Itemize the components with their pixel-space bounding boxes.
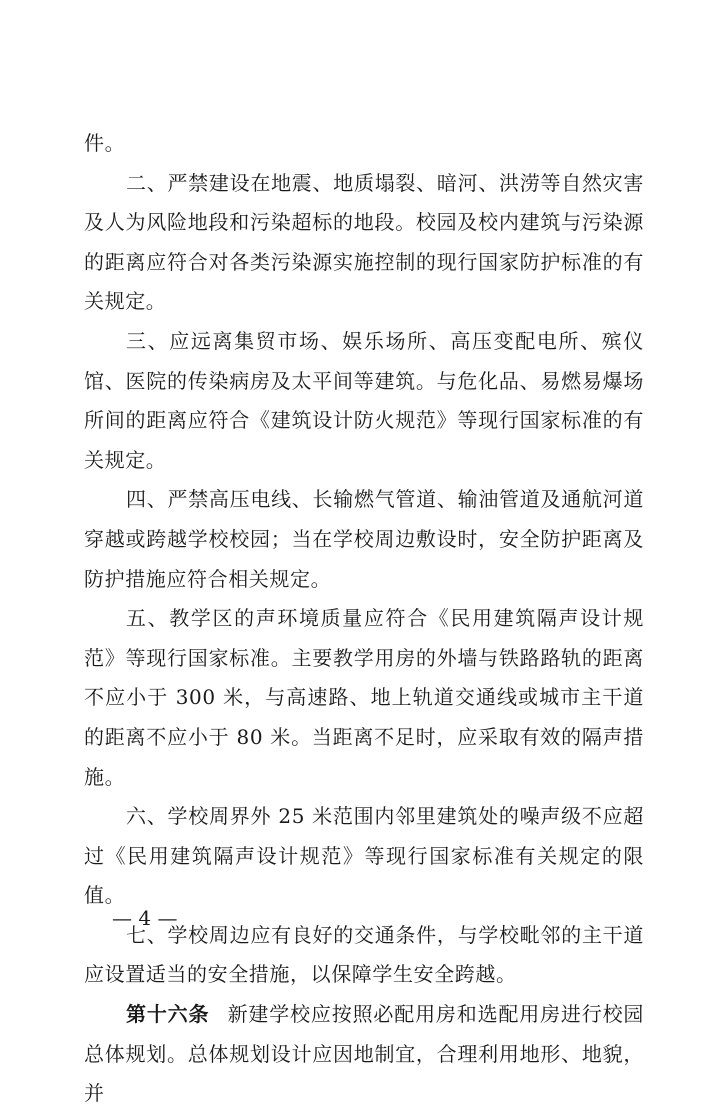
- article-label: 第十六条: [126, 1002, 210, 1027]
- paragraph-item-4: 四、严禁高压电线、长输燃气管道、输油管道及通航河道穿越或跨越学校校园；当在学校周边敷设时，安全防护距离及防护措施应符合相关规定。: [84, 487, 644, 591]
- paragraph-item-3: 三、应远离集贸市场、娱乐场所、高压变配电所、殡仪馆、医院的传染病房及太平间等建筑。与危化品、易燃易爆场所间的距离应符合《建筑设计防火规范》等现行国家标准的有关规定。: [84, 328, 644, 472]
- paragraph-item-2: 二、严禁建设在地震、地质塌裂、暗河、洪涝等自然灾害及人为风险地段和污染超标的地段。校园及校内建筑与污染源的距离应符合对各类污染源实施控制的现行国家防护标准的有关规定。: [84, 170, 644, 314]
- paragraph-continuation: 件。: [84, 131, 126, 155]
- paragraph-item-7: 七、学校周边应有良好的交通条件，与学校毗邻的主干道应设置适当的安全措施，以保障学生安全跨越。: [84, 922, 644, 987]
- paragraph-item-6: 六、学校周界外 25 米范围内邻里建筑处的噪声级不应超过《民用建筑隔声设计规范》等现行国家标准有关规定的限值。: [84, 804, 644, 908]
- page-number: — 4 —: [112, 906, 178, 930]
- article-text: 新建学校应按照必配用房和选配用房进行校园总体规划。总体规划设计应因地制宜，合理利用地形、地貌，并: [84, 1002, 645, 1106]
- paragraph-item-5: 五、教学区的声环境质量应符合《民用建筑隔声设计规范》等现行国家标准。主要教学用房的外墙与铁路路轨的距离不应小于 300 米，与高速路、地上轨道交通线或城市主干道的距离不应小于 80 米。当距离不足时，应采取有效的隔声措施。: [84, 606, 644, 789]
- document-body: [84, 124, 644, 1114]
- article-16-paragraph: [84, 995, 644, 1114]
